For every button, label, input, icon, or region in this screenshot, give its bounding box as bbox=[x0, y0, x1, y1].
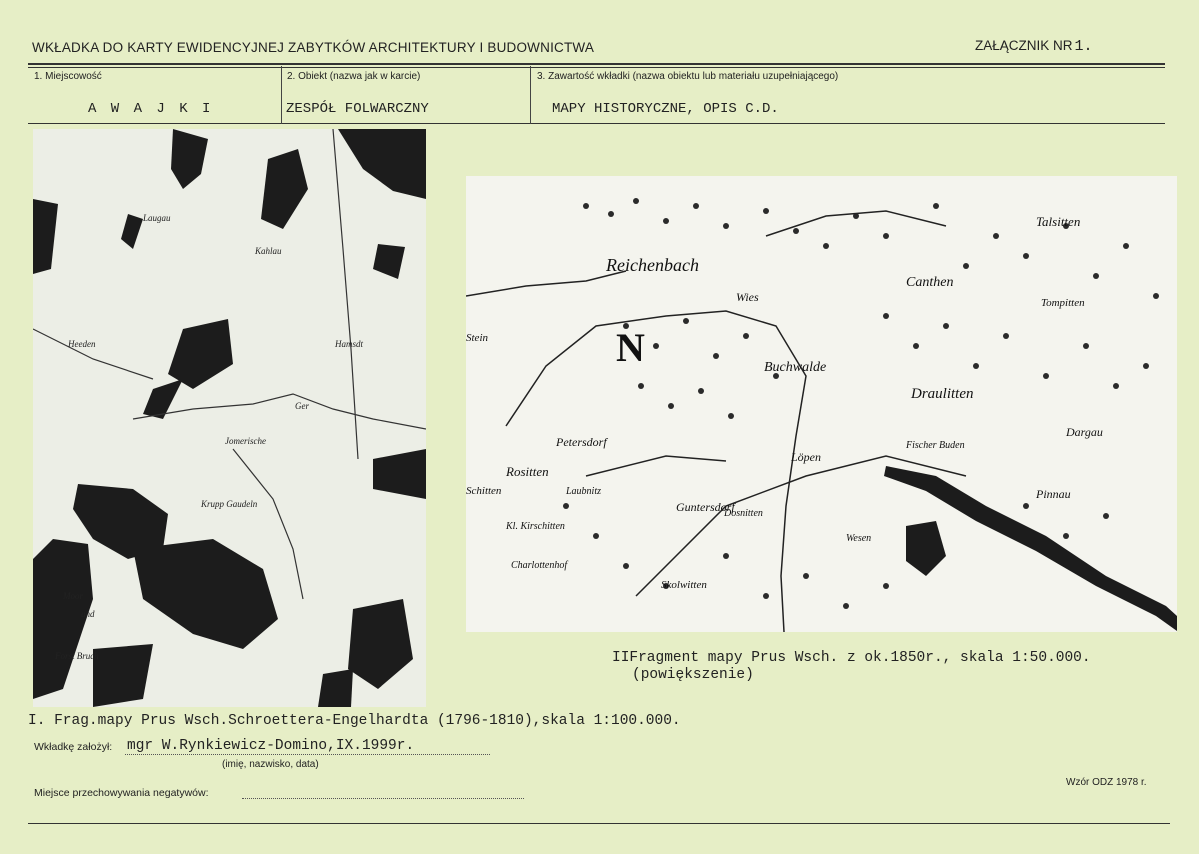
contents-label: 3. Zawartość wkładki (nazwa obiektu lub materiału uzupełniającego) bbox=[537, 71, 839, 82]
svg-text:Draulitten: Draulitten bbox=[911, 386, 974, 402]
svg-text:Laugau: Laugau bbox=[143, 213, 171, 223]
map2-caption: IIFragment mapy Prus Wsch. z ok.1850r., skala 1:50.000. bbox=[612, 650, 1091, 666]
storage-label: Miejsce przechowywania negatywów: bbox=[34, 787, 209, 799]
svg-text:Skolwitten: Skolwitten bbox=[661, 579, 707, 591]
svg-text:Fischer Buden: Fischer Buden bbox=[906, 440, 965, 451]
svg-text:Charlottenhof: Charlottenhof bbox=[511, 560, 568, 571]
map2-caption-sub: (powiększenie) bbox=[632, 667, 754, 683]
svg-text:Wesen: Wesen bbox=[846, 533, 872, 544]
svg-text:Guntersdorf: Guntersdorf bbox=[676, 500, 735, 514]
svg-text:Heeden: Heeden bbox=[68, 339, 96, 349]
contents-value: MAPY HISTORYCZNE, OPIS C.D. bbox=[552, 101, 779, 117]
svg-text:Wies: Wies bbox=[736, 290, 759, 304]
inserted-by-hint: (imię, nazwisko, data) bbox=[222, 759, 319, 770]
svg-text:Moor: Moor bbox=[63, 591, 83, 601]
svg-text:Krupp Gaudeln: Krupp Gaudeln bbox=[201, 499, 258, 509]
svg-text:Tompitten: Tompitten bbox=[1041, 297, 1085, 309]
svg-text:Kahlau: Kahlau bbox=[255, 246, 282, 256]
svg-text:N: N bbox=[616, 325, 645, 370]
field-divider-2 bbox=[530, 66, 531, 124]
svg-text:Rositten: Rositten bbox=[506, 464, 549, 479]
svg-text:und: und bbox=[81, 609, 95, 619]
svg-text:Talsitten: Talsitten bbox=[1036, 214, 1081, 229]
inserted-by-line bbox=[125, 754, 490, 755]
svg-text:Jomerische: Jomerische bbox=[225, 436, 266, 446]
historic-map-2 bbox=[466, 176, 1177, 632]
svg-text:Forst Bruch: Forst Bruch bbox=[55, 651, 99, 661]
historic-map-1 bbox=[33, 129, 426, 707]
svg-text:Dosnitten: Dosnitten bbox=[724, 508, 763, 519]
storage-line bbox=[242, 798, 524, 799]
card-title: WKŁADKA DO KARTY EWIDENCYJNEJ ZABYTKÓW ARCHITEKTURY I BUDOWNICTWA bbox=[32, 40, 595, 55]
locality-value: A W A J K I bbox=[88, 101, 214, 117]
inserted-by-label: Wkładkę założył: bbox=[34, 741, 113, 753]
svg-text:Petersdorf: Petersdorf bbox=[556, 435, 607, 449]
locality-label: 1. Miejscowość bbox=[34, 71, 102, 82]
svg-text:Kl. Kirschitten: Kl. Kirschitten bbox=[506, 521, 565, 532]
svg-text:Hamsdt: Hamsdt bbox=[335, 339, 364, 349]
svg-text:Buchwalde: Buchwalde bbox=[764, 360, 827, 375]
field-divider-1 bbox=[281, 66, 282, 124]
map1-caption: I. Frag.mapy Prus Wsch.Schroettera-Engelhardta (1796-1810),skala 1:100.000. bbox=[28, 713, 681, 729]
annex-number bbox=[975, 38, 1093, 55]
inserted-by-value: mgr W.Rynkiewicz-Domino,IX.1999r. bbox=[127, 738, 415, 754]
svg-text:Löpen: Löpen bbox=[791, 450, 821, 464]
svg-text:Stein: Stein bbox=[466, 332, 488, 344]
annex-label: ZAŁĄCZNIK NR bbox=[975, 38, 1073, 53]
fields-rule bbox=[28, 123, 1165, 124]
header-rule-thin bbox=[28, 67, 1165, 68]
svg-text:Ger: Ger bbox=[295, 401, 309, 411]
form-reference: Wzór ODZ 1978 r. bbox=[1066, 777, 1147, 788]
header-rule bbox=[28, 63, 1165, 65]
svg-text:Reichenbach: Reichenbach bbox=[606, 255, 699, 275]
svg-text:Dargau: Dargau bbox=[1066, 425, 1103, 439]
object-value: ZESPÓŁ FOLWARCZNY bbox=[286, 101, 429, 117]
svg-text:Canthen: Canthen bbox=[906, 275, 954, 290]
svg-text:Pinnau: Pinnau bbox=[1036, 487, 1071, 501]
annex-value: 1. bbox=[1074, 38, 1093, 55]
footer-rule bbox=[28, 823, 1170, 824]
object-label: 2. Obiekt (nazwa jak w karcie) bbox=[287, 71, 421, 82]
svg-text:Schitten: Schitten bbox=[466, 485, 502, 497]
svg-text:Laubnitz: Laubnitz bbox=[566, 486, 602, 497]
